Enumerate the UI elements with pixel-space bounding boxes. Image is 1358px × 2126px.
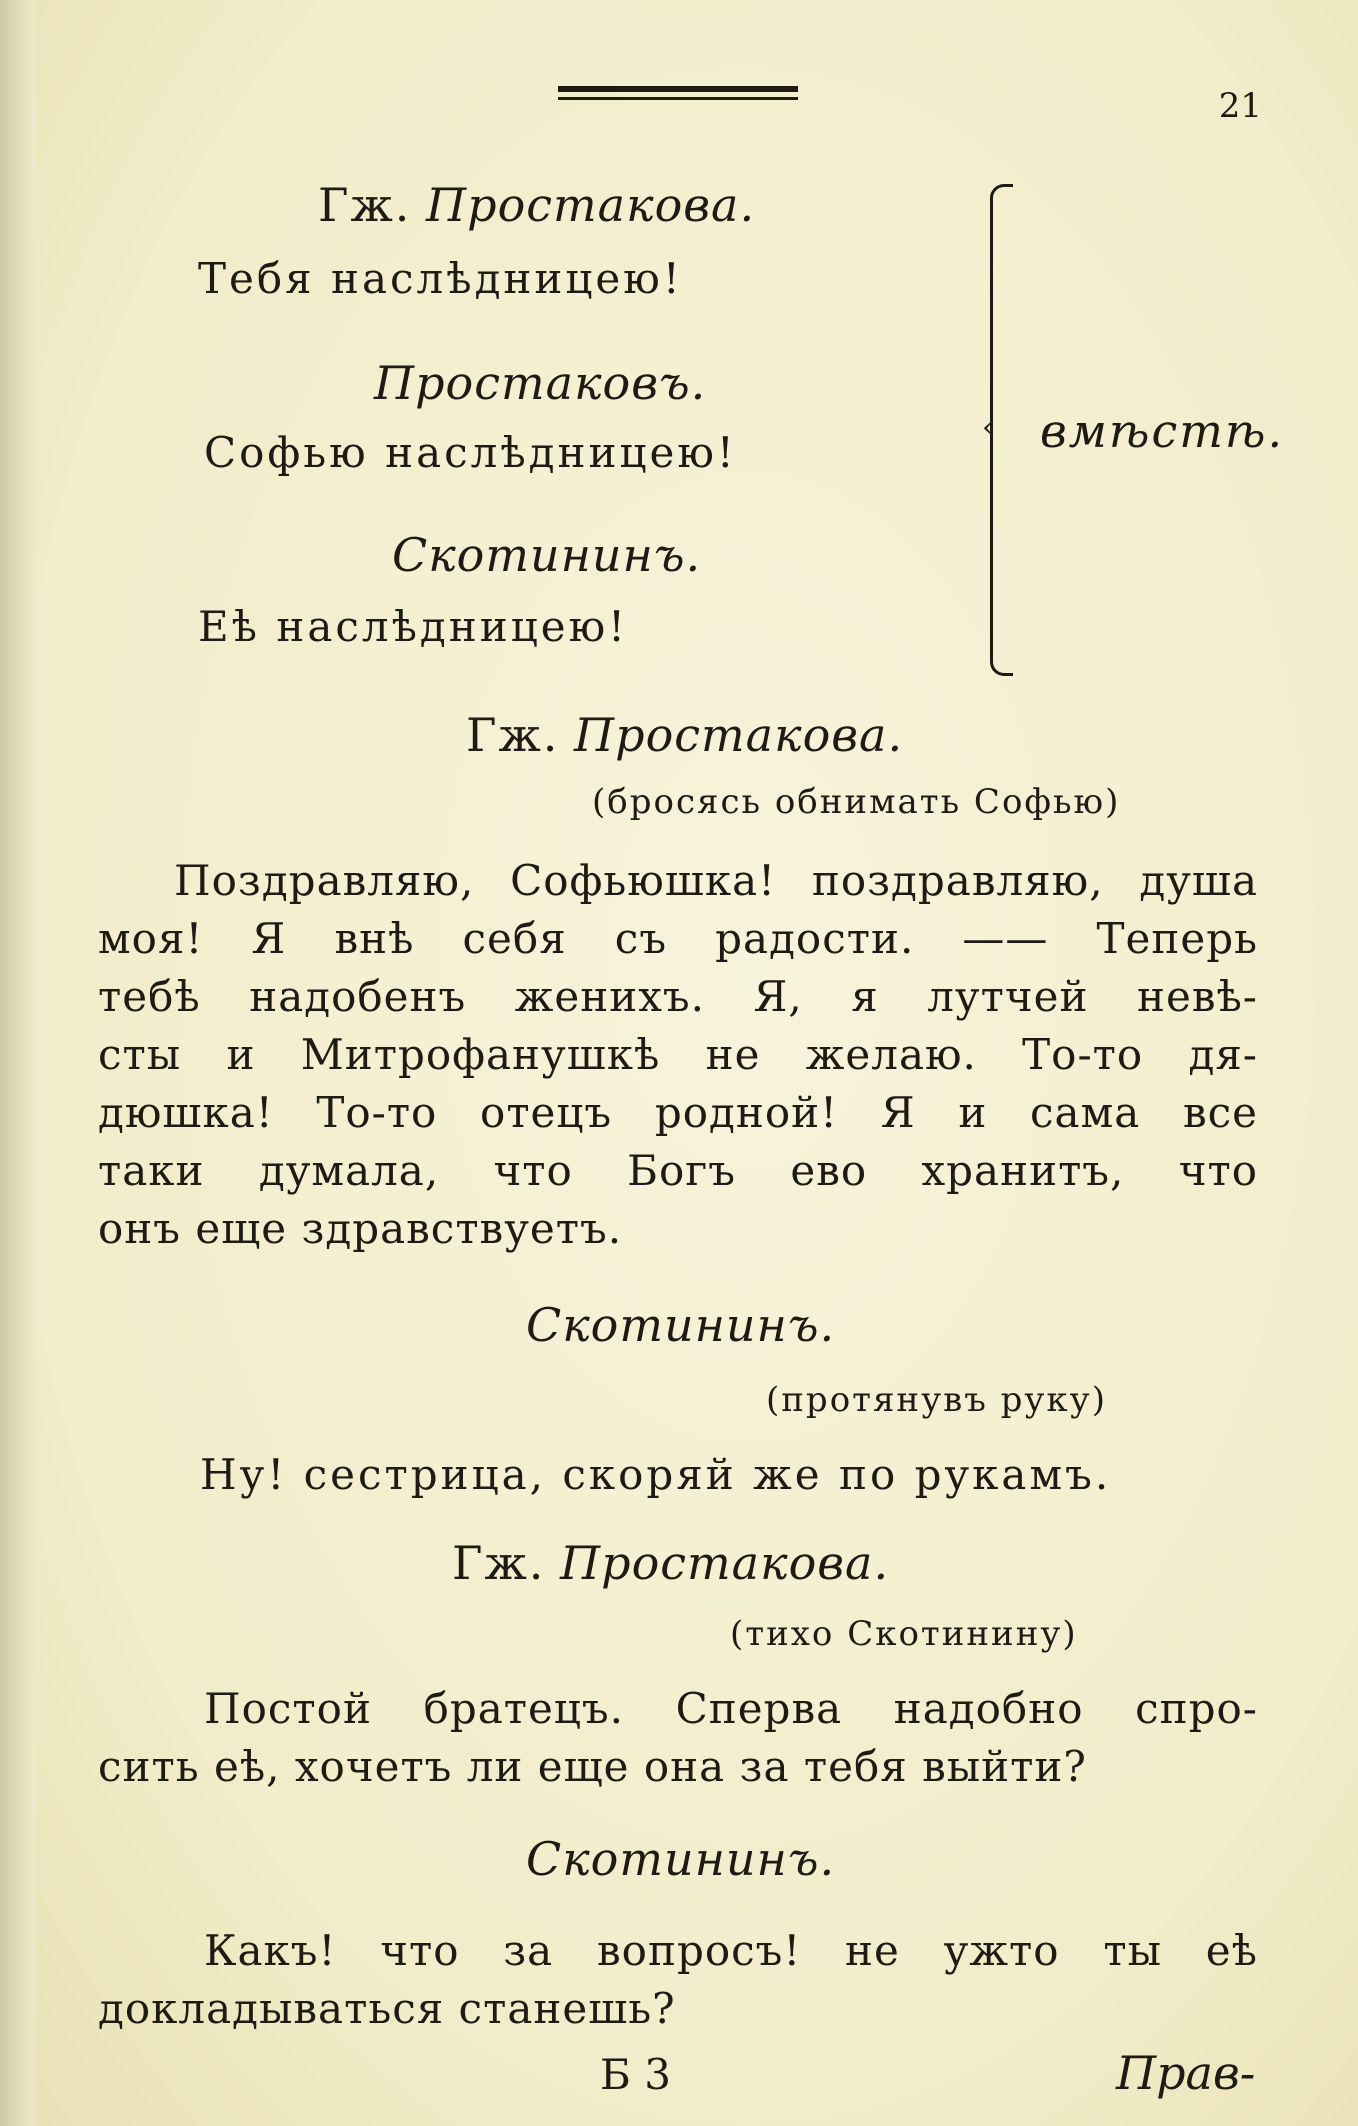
header-rule (558, 86, 798, 92)
text-line: дюшка! То-то отецъ родной! Я и сама все (98, 1088, 1258, 1137)
speaker-prostakov (374, 356, 706, 410)
speech-paragraph-prostakova (98, 852, 1258, 1258)
speaker-name: Скотининъ. (526, 1832, 836, 1886)
speaker-title: Гж. (318, 178, 412, 232)
speaker-prostakova-3 (452, 1536, 889, 1590)
text-line: сты и Митрофанушкѣ не желаю. То-то дя- (98, 1030, 1258, 1079)
text-line: Постой братецъ. Сперва надобно спро- (204, 1684, 1258, 1733)
speaker-name: Простакова. (426, 178, 756, 232)
speaker-skotinin-2 (526, 1298, 835, 1352)
speaker-title: Гж. (452, 1536, 546, 1590)
speaker-name: Скотининъ. (392, 528, 702, 582)
speech-line-prostakov: Софью наслѣдницею! (204, 428, 737, 477)
speaker-title: Гж. (466, 708, 560, 762)
signature-mark: Б 3 (600, 2050, 671, 2099)
header-rule-thin (558, 97, 798, 100)
brace-point: ‹ (982, 410, 994, 445)
stage-direction: (протянувъ руку) (766, 1380, 1107, 1420)
speaker-name: Простаковъ. (374, 356, 707, 410)
text-line: таки думала, что Богъ ево хранитъ, что (98, 1146, 1258, 1195)
speaker-prostakova-1 (318, 178, 755, 232)
stage-direction-together: вмѣстѣ. (1040, 404, 1285, 458)
speaker-prostakova-2 (466, 708, 903, 762)
speech-paragraph-prostakova-2 (98, 1680, 1258, 1796)
speech-line-skotinin-1: Еѣ наслѣдницею! (198, 602, 629, 651)
text-line: онъ еще здравствуетъ. (98, 1204, 623, 1253)
stage-direction: (бросясь обнимать Софью) (592, 782, 1121, 822)
speaker-skotinin-1 (392, 528, 701, 582)
stage-direction: (тихо Скотинину) (730, 1614, 1078, 1654)
page-number: 21 (1218, 86, 1262, 126)
text-line: сить еѣ, хочетъ ли еще она за тебя выйти? (98, 1742, 1087, 1791)
text-line: моя! Я внѣ себя съ радости. —— Теперь (98, 914, 1258, 963)
text-line: докладываться станешь? (98, 1984, 676, 2033)
text-line: Какъ! что за вопросъ! не ужто ты еѣ (204, 1926, 1258, 1975)
speaker-name: Простакова. (560, 1536, 890, 1590)
speaker-name: Простакова. (574, 708, 904, 762)
speaker-name: Скотининъ. (526, 1298, 836, 1352)
speech-line-skotinin-2: Ну! сестрица, скоряй же по рукамъ. (200, 1450, 1112, 1499)
page-spine-shadow (0, 0, 40, 2126)
text-line: тебѣ надобенъ женихъ. Я, я лутчей невѣ- (98, 972, 1258, 1021)
speech-paragraph-skotinin (98, 1922, 1258, 2038)
speech-line-prostakova-1: Тебя наслѣдницею! (198, 254, 683, 303)
speaker-skotinin-3 (526, 1832, 835, 1886)
catchword: Прав- (1116, 2046, 1256, 2100)
text-line: Поздравляю, Софьюшка! поздравляю, душа (174, 856, 1258, 905)
